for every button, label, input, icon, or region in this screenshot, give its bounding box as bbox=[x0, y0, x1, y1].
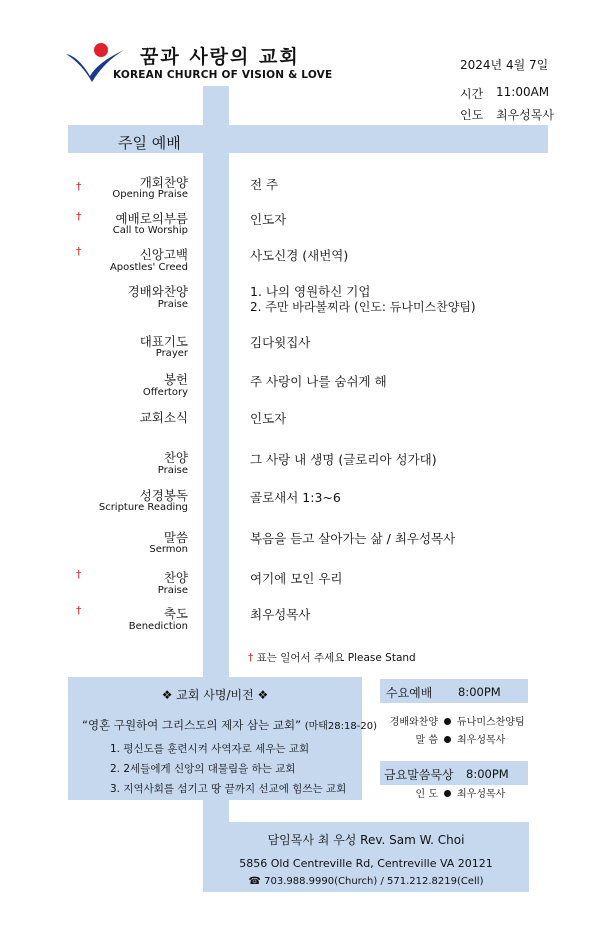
order-item-value: 복음을 듣고 살아가는 삶 / 최우성목사 bbox=[250, 531, 456, 546]
time-label: 시간 bbox=[460, 87, 484, 101]
order-item-ko: 개회찬양 bbox=[139, 175, 188, 190]
order-item-en: Benediction bbox=[128, 621, 188, 632]
order-item-en: Call to Worship bbox=[112, 225, 188, 236]
mission-quote: “영혼 구원하여 그리스도의 제자 삼는 교회” bbox=[82, 718, 302, 732]
section-title: 주일 예배 bbox=[118, 134, 181, 152]
friday-row-value-wrap bbox=[444, 785, 505, 800]
church-address: 5856 Old Centreville Rd, Centreville VA 20121 bbox=[239, 857, 493, 870]
mission-item: 1. 평신도를 훈련시켜 사역자로 세우는 교회 bbox=[110, 743, 310, 755]
order-item-value-2: 2. 주만 바라볼찌라 (인도: 듀나미스찬양팀) bbox=[250, 300, 476, 314]
pastor-name: 담임목사 최 우성 Rev. Sam W. Choi bbox=[267, 833, 465, 847]
order-item-value: 사도신경 (새번역) bbox=[250, 248, 349, 263]
stand-cross-icon: † bbox=[76, 245, 82, 258]
mission-quote-line bbox=[82, 717, 377, 733]
wednesday-row-label: 경배와찬양 bbox=[389, 717, 438, 728]
stand-cross-icon: † bbox=[76, 604, 82, 617]
friday-row-label: 인 도 bbox=[415, 789, 438, 800]
order-item-value: 인도자 bbox=[250, 411, 287, 426]
wednesday-row-value: 듀나미스찬양팀 bbox=[457, 717, 525, 728]
order-item-en: Apostles' Creed bbox=[109, 262, 188, 273]
wednesday-row-label: 말 씀 bbox=[415, 735, 438, 746]
mission-item: 2. 2세들에게 신앙의 대물림을 하는 교회 bbox=[110, 763, 296, 775]
mission-reference: (마태28:18-20) bbox=[304, 721, 377, 732]
friday-time: 8:00PM bbox=[466, 767, 509, 781]
wednesday-time: 8:00PM bbox=[458, 685, 501, 699]
order-item-value: 여기에 모인 우리 bbox=[250, 571, 343, 586]
wednesday-title: 수요예배 bbox=[386, 686, 433, 700]
stand-cross-icon: † bbox=[248, 652, 254, 664]
time-value: 11:00AM bbox=[496, 85, 550, 99]
order-item-en: Praise bbox=[157, 465, 188, 476]
leader-value: 최우성목사 bbox=[496, 108, 554, 122]
order-item-en: Offertory bbox=[142, 387, 188, 398]
order-item-value: 그 사랑 내 생명 (글로리아 성가대) bbox=[250, 452, 437, 467]
service-date: 2024년 4월 7일 bbox=[460, 58, 549, 72]
order-item-ko: 축도 bbox=[163, 606, 188, 621]
order-item-value: 골로새서 1:3~6 bbox=[250, 490, 341, 505]
order-item-value: 1. 나의 영원하신 기업 bbox=[250, 284, 371, 299]
order-item-ko: 말씀 bbox=[163, 530, 188, 545]
order-item-en: Sermon bbox=[149, 544, 188, 555]
order-item-ko: 교회소식 bbox=[139, 410, 188, 425]
bullet-icon bbox=[444, 718, 451, 725]
stand-cross-icon: † bbox=[76, 210, 82, 223]
order-item-en: Opening Praise bbox=[112, 189, 188, 200]
bullet-icon bbox=[444, 790, 451, 797]
order-item-ko: 성경봉독 bbox=[139, 488, 188, 503]
order-item-ko: 찬양 bbox=[163, 570, 188, 585]
church-name-ko: 꿈과 사랑의 교회 bbox=[140, 46, 300, 68]
order-item-ko: 신앙고백 bbox=[139, 247, 188, 262]
church-phone: ☎ 703.988.9990(Church) / 571.212.8219(Cell) bbox=[248, 876, 484, 887]
bullet-icon bbox=[444, 736, 451, 743]
order-item-value: 최우성목사 bbox=[250, 607, 311, 622]
church-name-en: KOREAN CHURCH OF VISION & LOVE bbox=[113, 69, 333, 81]
wednesday-row-value: 최우성목사 bbox=[457, 735, 506, 746]
order-item-ko: 대표기도 bbox=[139, 334, 188, 349]
order-item-en: Praise bbox=[157, 585, 188, 596]
order-item-value: 주 사랑이 나를 숨쉬게 해 bbox=[250, 374, 387, 389]
order-item-en: Prayer bbox=[155, 348, 188, 359]
wednesday-row-value-wrap bbox=[444, 731, 505, 746]
order-item-ko: 찬양 bbox=[163, 450, 188, 465]
leader-label: 인도 bbox=[460, 108, 484, 122]
stand-note-text: 표는 일어서 주세요 Please Stand bbox=[256, 652, 416, 664]
wednesday-row-value-wrap bbox=[444, 713, 525, 728]
order-item-value: 김다윗집사 bbox=[250, 335, 311, 350]
stand-note bbox=[248, 650, 416, 665]
order-item-ko: 예배로의부름 bbox=[115, 211, 188, 226]
order-item-ko: 경배와찬양 bbox=[127, 284, 188, 299]
order-item-en: Praise bbox=[157, 299, 188, 310]
order-item-value: 인도자 bbox=[250, 212, 287, 227]
stand-cross-icon: † bbox=[76, 568, 82, 581]
mission-title: ❖ 교회 사명/비전 ❖ bbox=[161, 688, 269, 702]
friday-title: 금요말씀묵상 bbox=[384, 768, 454, 782]
friday-row-value: 최우성목사 bbox=[457, 789, 506, 800]
order-item-en: Scripture Reading bbox=[98, 502, 188, 513]
stand-cross-icon: † bbox=[76, 180, 82, 193]
order-item-ko: 봉헌 bbox=[163, 372, 188, 387]
order-item-value: 전 주 bbox=[250, 177, 279, 192]
mission-item: 3. 지역사회를 섬기고 땅 끝까지 선교에 힘쓰는 교회 bbox=[110, 783, 347, 795]
